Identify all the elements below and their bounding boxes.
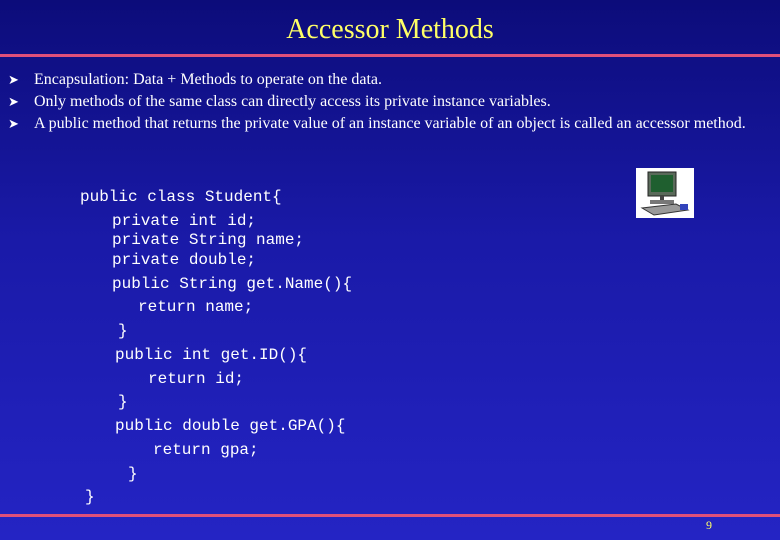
code-line: private int id; <box>112 212 257 230</box>
bullet-text: Encapsulation: Data + Methods to operate on the data. <box>34 71 383 88</box>
code-line: return name; <box>138 298 254 316</box>
code-line: return id; <box>148 370 245 388</box>
arrowhead-icon: ➤ <box>8 94 19 109</box>
code-line: } <box>118 322 128 340</box>
code-line: public int get.ID(){ <box>115 346 308 364</box>
arrowhead-icon: ➤ <box>8 116 19 131</box>
code-line: public class Student{ <box>80 188 282 206</box>
bullet-item <box>8 92 778 111</box>
bullet-text: A public method that returns the private value of an instance variable of an object is called an accessor method. <box>34 115 746 132</box>
slide-title: Accessor Methods <box>286 14 494 45</box>
code-line: private String name; <box>112 231 305 249</box>
bullet-item <box>8 114 778 133</box>
code-line: return gpa; <box>153 441 259 459</box>
bullet-text: Only methods of the same class can directly access its private instance variables. <box>34 93 551 110</box>
computer-icon <box>636 168 694 218</box>
page-number: 9 <box>706 518 712 532</box>
bullet-list <box>8 70 778 136</box>
code-line: } <box>118 393 128 411</box>
arrowhead-icon: ➤ <box>8 72 19 87</box>
footer-divider <box>0 514 780 517</box>
bullet-item <box>8 70 778 89</box>
code-line: } <box>85 488 95 506</box>
code-line: public double get.GPA(){ <box>115 417 346 435</box>
title-divider <box>0 54 780 57</box>
code-line: } <box>128 465 138 483</box>
code-line: private double; <box>112 251 257 269</box>
code-line: public String get.Name(){ <box>112 275 353 293</box>
